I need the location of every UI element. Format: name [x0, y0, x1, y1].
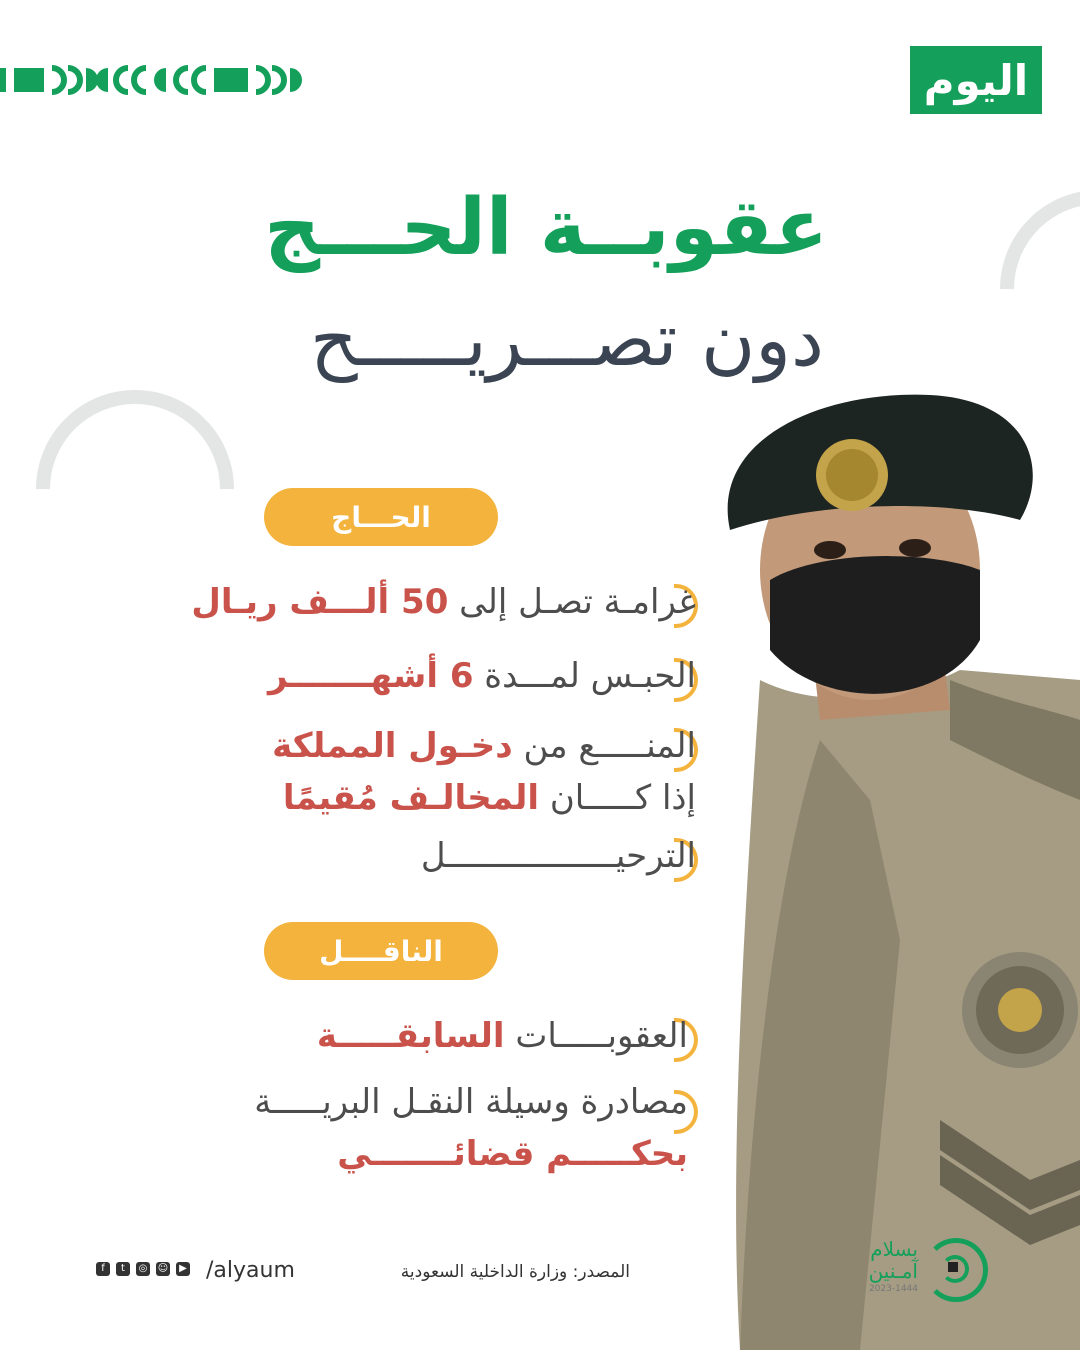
campaign-badge: [838, 1238, 988, 1308]
penalty-item-entry-ban: المنـــــع من دخـول المملكة إذا كـــــان المخالـف مُقيمًا: [272, 726, 696, 818]
brand-logo: [910, 46, 1042, 114]
campaign-text-1: بسلام: [870, 1237, 918, 1261]
decorative-pattern: [0, 60, 310, 100]
brand-logo-text: اليوم: [923, 55, 1029, 105]
penalty-item-deportation: الترحيـــــــــــــــــل: [420, 836, 696, 876]
section-label-transporter: الناقــــل: [264, 922, 498, 980]
snapchat-icon[interactable]: ☺: [157, 1263, 169, 1274]
campaign-text-2: آمـنين: [868, 1259, 918, 1283]
penalty-item-fine: غرامـة تصـل إلى 50 ألـــف ريـال: [191, 582, 696, 622]
facebook-icon[interactable]: f: [96, 1262, 110, 1276]
section-label-pilgrim: الحـــاج: [264, 488, 498, 546]
youtube-icon[interactable]: ▶: [176, 1262, 190, 1276]
campaign-year: 2023-1444: [868, 1284, 918, 1294]
source-note: المصدر: وزارة الداخلية السعودية: [400, 1262, 630, 1282]
penalty-item-jail: الحبـس لمـــدة 6 أشهـــــــر: [267, 656, 696, 696]
instagram-icon[interactable]: ◎: [136, 1262, 150, 1276]
page-title: عقوبــة الحـــج: [264, 183, 828, 273]
penalty-item-previous: العقوبـــــات السابقـــــة: [316, 1016, 688, 1056]
social-handle[interactable]: /alyaum: [206, 1258, 295, 1283]
page-subtitle: دون تصـــريـــــح: [310, 297, 824, 383]
campaign-logo-icon: [924, 1238, 988, 1302]
penalty-item-confiscation: مصادرة وسيلة النقـل البريـــــة بحكـــــم قضائـــــــي: [254, 1082, 688, 1174]
social-icons: [96, 1262, 190, 1276]
officer-illustration: [700, 380, 1080, 1350]
twitter-icon[interactable]: t: [116, 1262, 130, 1276]
